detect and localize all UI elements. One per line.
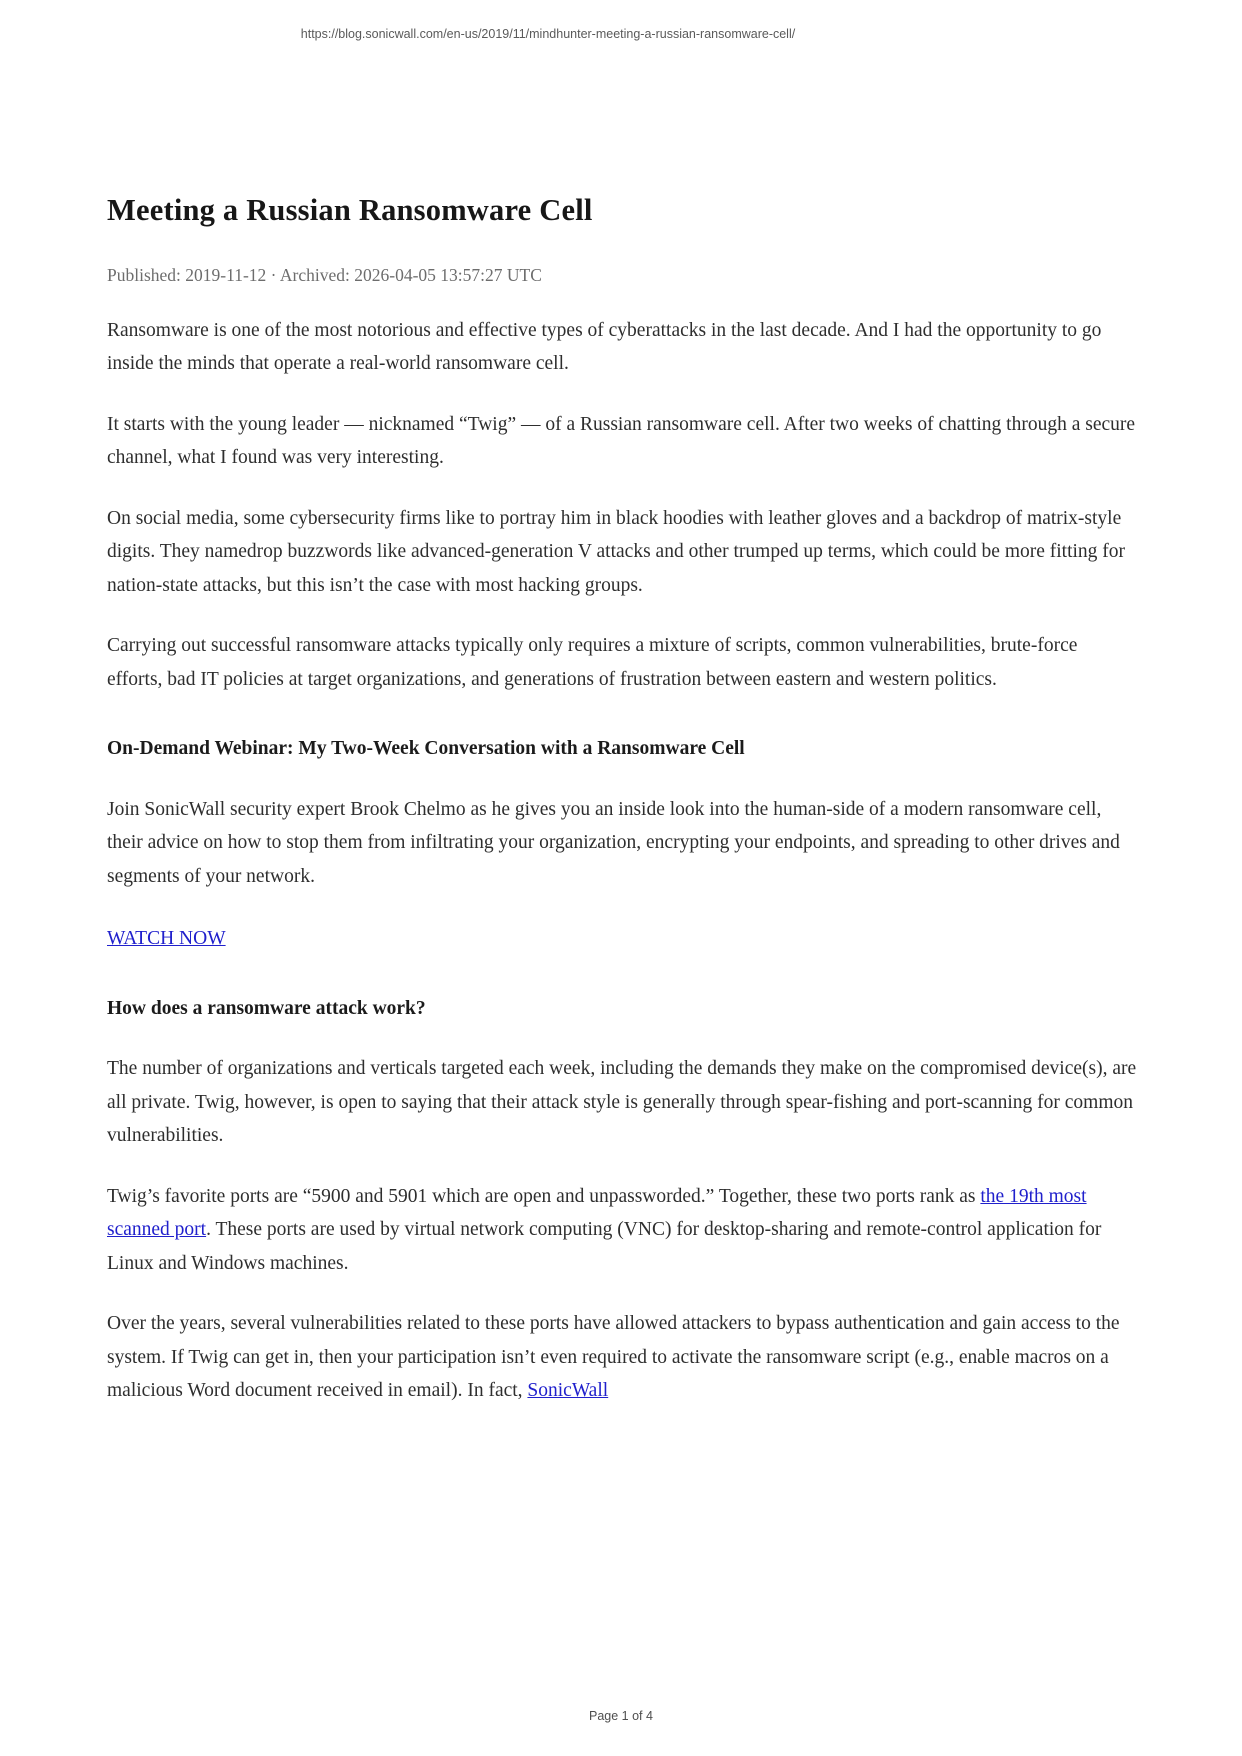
- section-heading-how-attack-works: How does a ransomware attack work?: [107, 997, 426, 1019]
- paragraph-text: Over the years, several vulnerabilities related to these ports have allowed attackers to bypass authentication and gain access to the system. If Twig can get in, then your participation isn’t even required to activate the ransomware script (e.g., enable macros on a malicious Word document received in email). In fact,: [107, 1313, 1120, 1402]
- article-content: [107, 0, 1137, 1408]
- paragraph-attack-requirements: Carrying out successful ransomware attacks typically only requires a mixture of scripts, common vulnerabilities, brute-force efforts, bad IT policies at target organizations, and generations of frustration between eastern and western politics.: [107, 635, 1078, 690]
- sonicwall-link[interactable]: SonicWall: [527, 1380, 609, 1402]
- scanned-port-link[interactable]: the 19th most scanned port: [107, 1185, 1087, 1241]
- paragraph-targets-private: The number of organizations and verticals targeted each week, including the demands they make on the compromised device(s), are all private. Twig, however, is open to saying that their attack style is generally through spear-fishing and port-scanning for common vulnerabilities.: [107, 1058, 1137, 1147]
- paragraph-twig-leader: It starts with the young leader — nicknamed “Twig” — of a Russian ransomware cell. After two weeks of chatting through a secure channel, what I found was very interesting.: [107, 413, 1136, 469]
- paragraph-favorite-ports: [107, 1180, 1137, 1281]
- paragraph-social-media: On social media, some cybersecurity firms like to portray him in black hoodies with leather gloves and a backdrop of matrix-style digits. They namedrop buzzwords like advanced-generation V attacks and other trumped up terms, which could be more fitting for nation-state attacks, but this isn’t the case with most hacking groups.: [107, 507, 1126, 596]
- paragraph-vulnerabilities: [107, 1307, 1137, 1408]
- article-title: Meeting a Russian Ransomware Cell: [107, 193, 593, 227]
- page-number-footer: Page 1 of 4: [589, 1709, 653, 1723]
- paragraph-webinar-description: Join SonicWall security expert Brook Chelmo as he gives you an inside look into the human-side of a modern ransomware cell, their advice on how to stop them from infiltrating your organization, encrypting your endpoints, and spreading to other drives and segments of your network.: [107, 798, 1120, 887]
- webinar-heading: On-Demand Webinar: My Two-Week Conversation with a Ransomware Cell: [107, 738, 745, 760]
- published-archived-meta: Published: 2019-11-12 · Archived: 2026-04-05 13:57:27 UTC: [107, 264, 542, 285]
- paragraph-intro: Ransomware is one of the most notorious and effective types of cyberattacks in the last decade. And I had the opportunity to go inside the minds that operate a real-world ransomware cell.: [107, 319, 1102, 375]
- watch-now-line: [107, 922, 1137, 956]
- watch-now-link[interactable]: WATCH NOW: [107, 928, 226, 950]
- paragraph-text: Twig’s favorite ports are “5900 and 5901 which are open and unpassworded.” Together, these two ports rank as: [107, 1185, 981, 1207]
- paragraph-text: . These ports are used by virtual network computing (VNC) for desktop-sharing and remote-control application for Linux and Windows machines.: [107, 1219, 1102, 1274]
- print-header-url: https://blog.sonicwall.com/en-us/2019/11/mindhunter-meeting-a-russian-ransomware-cell/: [300, 27, 796, 41]
